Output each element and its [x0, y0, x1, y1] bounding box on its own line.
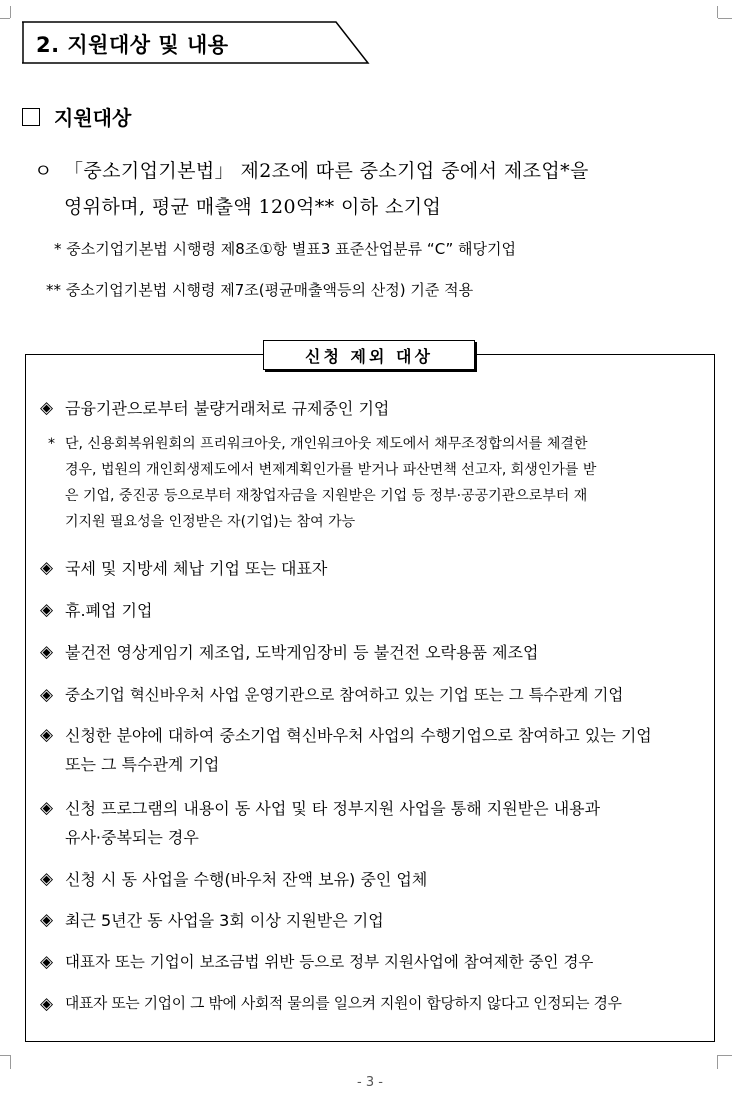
note-star: *: [48, 436, 55, 452]
heading-label: 지원대상: [54, 106, 132, 130]
crop-mark: [10, 1055, 11, 1069]
section-banner: [22, 21, 370, 65]
diamond-bullet-icon: ◈: [40, 994, 54, 1014]
exclusion-item-text: 대표자 또는 기업이 그 밖에 사회적 물의를 일으켜 지원이 합당하지 않다고 인정되는 경우: [65, 995, 622, 1012]
square-bullet-icon: [22, 108, 40, 126]
diamond-bullet-icon: ◈: [40, 798, 54, 818]
diamond-bullet-icon: ◈: [40, 558, 54, 578]
note-line: 기지원 필요성을 인정받은 자(기업)는 참여 가능: [65, 514, 356, 530]
section-title: 2. 지원대상 및 내용: [36, 33, 229, 57]
exclusion-item-text: 최근 5년간 동 사업을 3회 이상 지원받은 기업: [65, 911, 384, 930]
crop-mark: [10, 6, 11, 18]
diamond-bullet-icon: ◈: [40, 685, 54, 705]
main-item-line: 영위하며, 평균 매출액 120억** 이하 소기업: [64, 196, 442, 218]
footnote: * 중소기업기본법 시행령 제8조①항 별표3 표준산업분류 “C” 해당기업: [54, 240, 516, 258]
diamond-bullet-icon: ◈: [40, 910, 54, 930]
crop-mark: [718, 18, 732, 19]
exclusion-item-text: 국세 및 지방세 체납 기업 또는 대표자: [65, 559, 328, 578]
exclusion-box-label: 신청 제외 대상: [263, 340, 475, 370]
exclusion-item-text: 신청 시 동 사업을 수행(바우처 잔액 보유) 중인 업체: [65, 870, 428, 889]
exclusion-item-text: 신청 프로그램의 내용이 동 사업 및 타 정부지원 사업을 통해 지원받은 내용과: [65, 799, 601, 818]
crop-mark: [0, 1055, 10, 1056]
exclusion-item-text: 불건전 영상게임기 제조업, 도박게임장비 등 불건전 오락용품 제조업: [65, 643, 539, 662]
crop-mark: [717, 1055, 718, 1069]
exclusion-item-text: 휴.폐업 기업: [65, 601, 153, 620]
crop-mark: [717, 6, 718, 18]
footnote: ** 중소기업기본법 시행령 제7조(평균매출액등의 산정) 기준 적용: [46, 281, 474, 299]
page-number: - 3 -: [357, 1075, 383, 1090]
exclusion-item-text: 중소기업 혁신바우처 사업 운영기관으로 참여하고 있는 기업 또는 그 특수관계 기업: [65, 686, 624, 704]
diamond-bullet-icon: ◈: [40, 600, 54, 620]
diamond-bullet-icon: ◈: [40, 869, 54, 889]
diamond-bullet-icon: ◈: [40, 952, 54, 972]
subsection-heading: [22, 102, 131, 131]
diamond-bullet-icon: ◈: [40, 398, 54, 418]
note-line: 은 기업, 중진공 등으로부터 재창업자금을 지원받은 기업 등 정부·공공기관으로부터 재: [65, 488, 588, 504]
exclusion-item-text: 대표자 또는 기업이 보조금법 위반 등으로 정부 지원사업에 참여제한 중인 경우: [65, 953, 594, 971]
exclusion-item-text: 또는 그 특수관계 기업: [65, 755, 220, 774]
exclusion-item-text: 금융기관으로부터 불량거래처로 규제중인 기업: [65, 399, 390, 418]
note-line: 단, 신용회복위원회의 프리워크아웃, 개인워크아웃 제도에서 채무조정합의서를 체결한: [65, 436, 588, 452]
note-line: 경우, 법원의 개인회생제도에서 변제계획인가를 받거나 파산면책 선고자, 회생인가를 받: [65, 462, 597, 478]
circle-bullet: ㅇ: [34, 160, 53, 182]
diamond-bullet-icon: ◈: [40, 642, 54, 662]
exclusion-item-text: 유사·중복되는 경우: [65, 828, 199, 847]
crop-mark: [718, 1055, 732, 1056]
diamond-bullet-icon: ◈: [40, 725, 54, 745]
exclusion-item-text: 신청한 분야에 대하여 중소기업 혁신바우처 사업의 수행기업으로 참여하고 있는 기업: [65, 726, 652, 745]
main-item-line: 「중소기업기본법」 제2조에 따른 중소기업 중에서 제조업*을: [64, 160, 589, 182]
crop-mark: [0, 18, 10, 19]
